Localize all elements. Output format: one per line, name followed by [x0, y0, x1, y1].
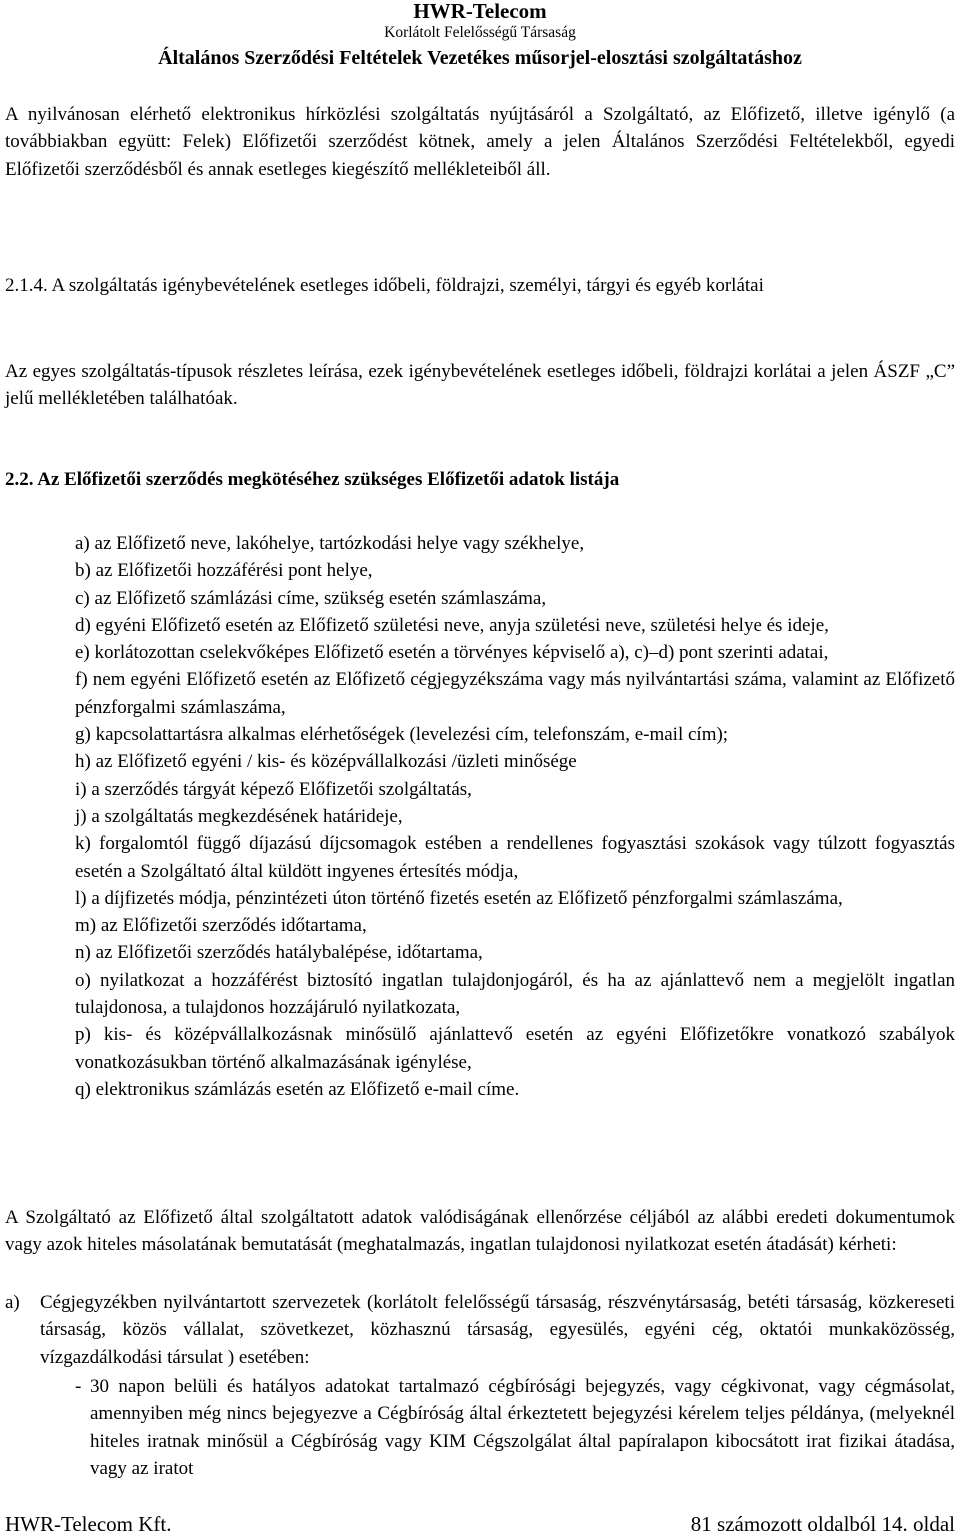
sub-item-a	[5, 1289, 955, 1371]
list-item: o) nyilatkozat a hozzáférést biztosító ingatlan tulajdonjogáról, és ha az ajánlattevő nem a megjelölt ingatlan tulajdonosa, a tulajdonos hozzájáruló nyilatkozata,	[75, 969, 955, 1019]
document-title: Általános Szerződési Feltételek Vezetékes műsorjel-elosztási szolgáltatáshoz	[158, 47, 802, 69]
section-2-2-heading	[5, 466, 955, 493]
subscriber-data-list	[75, 530, 955, 1103]
intro-paragraph: A nyilvánosan elérhető elektronikus hírközlési szolgáltatás nyújtásáról a Szolgáltató, az Előfizető, illetve igénylő (a továbbiakban együtt: Felek) Előfizetői szerződést kötnek, amely a jelen Általános Szerződési Feltételekből, egyedi Előfizetői szerződésből és annak esetleges kiegészítő mellékleteiből áll.	[5, 104, 955, 180]
list-item: c) az Előfizető számlázási címe, szükség esetén számlaszáma,	[75, 587, 547, 609]
section-2-2-heading-text: 2.2. Az Előfizetői szerződés megkötéséhez szükséges Előfizetői adatok listája	[5, 469, 620, 490]
verification-paragraph: A Szolgáltató az Előfizető által szolgáltatott adatok valódiságának ellenőrzése céljából az alábbi eredeti dokumentumok vagy azok hiteles másolatának bemutatását (meghatalmazás, ingatlan tulajdonosi nyilatkozat esetén átadását) kérheti:	[5, 1207, 955, 1256]
list-item: e) korlátozottan cselekvőképes Előfizető esetén a törvényes képviselő a), c)–d) pont szerinti adatai,	[75, 642, 829, 664]
sub-item-a-marker: a)	[5, 1292, 20, 1313]
dash-item	[75, 1373, 955, 1482]
list-item: j) a szolgáltatás megkezdésének határideje,	[75, 805, 403, 827]
dash-item-text: 30 napon belüli és hatályos adatokat tartalmazó cégbírósági bejegyzés, vagy cégkivonat, vagy cégmásolat, amennyiben még nincs bejegyezve a Cégbíróság által érkeztetett bejegyzési kérelem teljes példánya, (melyeknél hiteles iratnak minősül a Cégbíróság vagy KIM Cégszolgálat által papíralapon kibocsátott irat fizikai átadása, vagy az iratot	[90, 1376, 955, 1479]
list-item: l) a díjfizetés módja, pénzintézeti úton történő fizetés esetén az Előfizető pénzforgalmi számlaszáma,	[75, 887, 843, 909]
list-item: i) a szerződés tárgyát képező Előfizetői szolgáltatás,	[75, 778, 472, 800]
list-item: g) kapcsolattartásra alkalmas elérhetőségek (levelezési cím, telefonszám, e-mail cím);	[75, 724, 729, 746]
list-item: m) az Előfizetői szerződés időtartama,	[75, 915, 367, 937]
list-item: n) az Előfizetői szerződés hatálybalépése, időtartama,	[75, 942, 483, 964]
dash-item-marker: -	[75, 1376, 82, 1397]
sub-item-a-text: Cégjegyzékben nyilvántartott szervezetek (korlátolt felelősségű társaság, részvénytársaság, betéti társaság, közkereseti társaság, közös vállalat, szövetkezet, közhasznú társaság, egyesülés, egyéni cég, oktatói munkaközösség, vízgazdálkodási társulat ) esetében:	[40, 1292, 955, 1368]
header-company: HWR-Telecom	[413, 0, 547, 23]
list-item: d) egyéni Előfizető esetén az Előfizető születési neve, anyja születési neve, születési helye és ideje,	[75, 614, 829, 636]
section-2-1-4-heading: 2.1.4. A szolgáltatás igénybevételének esetleges időbeli, földrajzi, személyi, tárgyi és egyéb korlátai	[5, 275, 764, 296]
list-item: h) az Előfizető egyéni / kis- és középvállalkozási /üzleti minősége	[75, 751, 577, 773]
list-item: q) elektronikus számlázás esetén az Előfizető e-mail címe.	[75, 1078, 520, 1100]
header-subtitle: Korlátolt Felelősségű Társaság	[384, 24, 576, 41]
section-2-1-4-body: Az egyes szolgáltatás-típusok részletes leírása, ezek igénybevételének esetleges időbeli, földrajzi korlátai a jelen ÁSZF „C” jelű mellékletében találhatóak.	[5, 361, 955, 410]
list-item: f) nem egyéni Előfizető esetén az Előfizető cégjegyzékszáma vagy más nyilvántartási száma, valamint az Előfizető pénzforgalmi számlaszáma,	[75, 669, 955, 718]
list-item: k) forgalomtól függő díjazású díjcsomagok estében a rendellenes fogyasztási szokások vagy túlzott fogyasztás esetén a Szolgáltató által küldött ingyenes értesítés módja,	[75, 833, 955, 882]
list-item: p) kis- és középvállalkozásnak minősülő ajánlattevő esetén az egyéni Előfizetőkre vonatkozó szabályok vonatkozásukban történő alkalmazásának igénylése,	[75, 1024, 955, 1073]
list-item: b) az Előfizetői hozzáférési pont helye,	[75, 560, 373, 582]
footer-page-number: 81 számozott oldalból 14. oldal	[690, 1512, 955, 1536]
list-item: a) az Előfizető neve, lakóhelye, tartózkodási helye vagy székhelye,	[75, 533, 585, 554]
footer-company: HWR-Telecom Kft.	[5, 1512, 172, 1536]
